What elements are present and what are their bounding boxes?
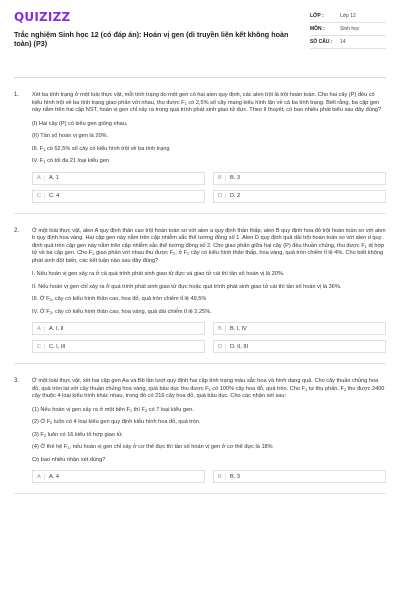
meta-subject [310, 23, 386, 36]
option-letter: B [218, 326, 226, 332]
option-text: B. I, IV [230, 325, 247, 332]
option-letter: C [37, 193, 45, 199]
answer-option-d[interactable] [213, 340, 386, 353]
question-body [32, 378, 386, 483]
logo-text: QUIZIZZ [14, 10, 71, 24]
option-text: A. 1 [49, 175, 59, 181]
answer-option-d[interactable] [213, 190, 386, 203]
meta-label: SỐ CÂU : [310, 39, 333, 45]
question-statement: II. Nếu hoán vị gen chỉ xảy ra ở quá trình phát sinh giao tử đực hoặc quá trình phát sinh giao tử cái thì tần số hoán vị là 36%. [32, 283, 342, 290]
worksheet-title: Trắc nghiệm Sinh học 12 (có đáp án): Hoán vị gen (di truyền liên kết không hoàn toàn) (P3) [14, 30, 289, 48]
question-statement: I. Nếu hoán vị gen xảy ra ở cả quá trình phát sinh giao tử đực và giao tử cái thì tần số hoán vị là 20%. [32, 271, 285, 277]
answer-option-c[interactable] [32, 190, 205, 203]
question-statement: (I) Hai cây (P) có kiểu gen giống nhau. [32, 120, 128, 127]
question-statement: Có bao nhiêu nhận xét đúng? [32, 456, 106, 463]
answer-options [32, 470, 386, 483]
answer-option-a[interactable] [32, 322, 205, 335]
question-statement: IV. $F_1$ có tối đa 21 loại kiểu gen [32, 158, 109, 164]
option-text: D. II, III [230, 343, 249, 350]
answer-option-b[interactable] [213, 470, 386, 483]
question-number: 3. [14, 378, 20, 384]
meta-value: Lớp 12 [340, 13, 356, 19]
question-body [32, 228, 386, 354]
question-3 [14, 364, 386, 494]
question-statement: III. $F_1$ có 52,5% số cây có kiểu hình trội về ba tính trạng [32, 145, 170, 152]
question-text: Ở một loài thực vật, alen A quy định thân cao trội hoàn toàn so với alen a quy định thân thấp, alen B quy định hoa đỏ trội hoàn toàn so với alen b quy định hoa vàng. Hai cặp gen này nằm trên cặp nhiễm sắc thể tương đồng số 1. Alen D quy định quả dài trội hoàn toàn so với alen d quy định quả tròn cặp gen này nằm trên cặp nhiễm sắc thể tương đồng số 2. Cho giao phấn giữa hai cây (P) đều thuần chủng, thu được $F_1$ dị hợp tử về ba cặp gen. Cho $F_1$ giao phấn với nhau thu được $F_2$, ở $F_2$ cây có kiểu hình thân thấp, hoa vàng, quả tròn chiếm tỉ lệ 4%. Cho biết không phát sinh đột biến, các kết luận nào sau đây đúng? [32, 227, 386, 264]
question-statement: (4) Ở thế hệ $F_1$, nếu hoán vị gen chỉ xảy ở cơ thể đực thì tần số hoán vị gen ở cơ thể đực là 18% [32, 444, 273, 450]
answer-option-b[interactable] [213, 172, 386, 185]
option-letter: D [218, 193, 226, 199]
meta-label: LỚP : [310, 13, 324, 19]
answer-option-a[interactable] [32, 470, 205, 483]
question-statement: III. Ở $F_2$, cây có kiểu hình thân cao, hoa đỏ, quả tròn chiếm tỉ lệ 49,5% [32, 296, 207, 302]
question-statement: (2) Ở $F_2$ luôn có 4 loại kiểu gen quy định kiểu hình hoa đỏ, quả tròn. [32, 419, 201, 425]
answer-options [32, 322, 386, 353]
worksheet-header [14, 10, 386, 78]
meta-class [310, 10, 386, 23]
option-letter: D [218, 344, 226, 350]
meta-value: 14 [340, 39, 346, 45]
option-text: A. I, II [49, 325, 64, 332]
option-letter: A [37, 474, 45, 480]
worksheet-meta [310, 10, 386, 71]
answer-option-b[interactable] [213, 322, 386, 335]
option-text: A. 4 [49, 473, 59, 480]
quizizz-logo [14, 10, 304, 24]
question-1 [14, 78, 386, 214]
question-text: Xét ba tính trạng ở một loài thực vật, mỗi tính trạng do một gen có hai alen quy định, các alen trội là trội hoàn toàn. Cho hai cây (P) đều có kiểu hình trội về ba tính trạng giao phấn với nhau, thu được $F_1$ có 2,5% số cây mang kiểu hình lặn về cả ba tính trạng. Biết rằng, ba cặp gen này nằm trên hai cặp NST, hoán vị gen chỉ xảy ra trong quá trình phát sinh giao tử đực. Theo lí thuyết, có bao nhiêu phát biểu sau đây đúng? [32, 92, 382, 113]
option-text: B. 3 [230, 473, 240, 480]
question-list [14, 78, 386, 494]
option-letter: B [218, 474, 226, 480]
option-text: C. I, III [49, 343, 66, 350]
question-statement: (3) $F_2$ luôn có 16 kiểu tổ hợp giao tử. [32, 431, 124, 438]
question-2 [14, 214, 386, 365]
answer-options [32, 172, 386, 203]
answer-option-a[interactable] [32, 172, 205, 185]
option-letter: C [37, 344, 45, 350]
option-letter: A [37, 175, 45, 181]
question-body [32, 92, 386, 203]
question-statement: (1) Nếu hoán vị gen xảy ra ở một bên $F_1$ thì $F_2$ có 7 loại kiểu gen. [32, 406, 194, 413]
header-left [14, 10, 304, 71]
question-statement: (II) Tần số hoán vị gen là 20%. [32, 133, 109, 139]
question-number: 2. [14, 227, 20, 234]
answer-option-c[interactable] [32, 340, 205, 353]
option-text: D. 2 [230, 193, 241, 199]
meta-label: MÔN : [310, 26, 325, 32]
option-letter: B [218, 175, 226, 181]
question-number: 1. [14, 92, 20, 98]
option-text: C. 4 [49, 193, 60, 199]
meta-question-count [310, 36, 386, 49]
option-letter: A [37, 326, 45, 332]
option-text: B. 3 [230, 175, 240, 181]
question-text: Ở một loài thực vật, xét hai cặp gen Aa và Bb lần lượt quy định hai cặp tính trạng màu sắc hoa và hình dạng quả. Cho cây thuần chủng hoa đỏ, quả tròn lai với cây thuần chủng hoa vàng, quả bầu dục thu được $F_1$ có 100% cây hoa đỏ, quả tròn. Cho $F_1$ tự thụ phấn, $F_2$ thu được 2400 cây thuộc 4 loại kiểu hình khác nhau, trong đó có 216 cây hoa đỏ, quả bầu dục. Cho các nhận xét sau: [32, 378, 385, 399]
meta-value: Sinh học [340, 26, 360, 32]
question-statement: IV. Ở $F_2$, cây có kiểu hình thân cao, hoa vàng, quả dài chiếm tỉ lệ 2,25%. [32, 308, 212, 315]
